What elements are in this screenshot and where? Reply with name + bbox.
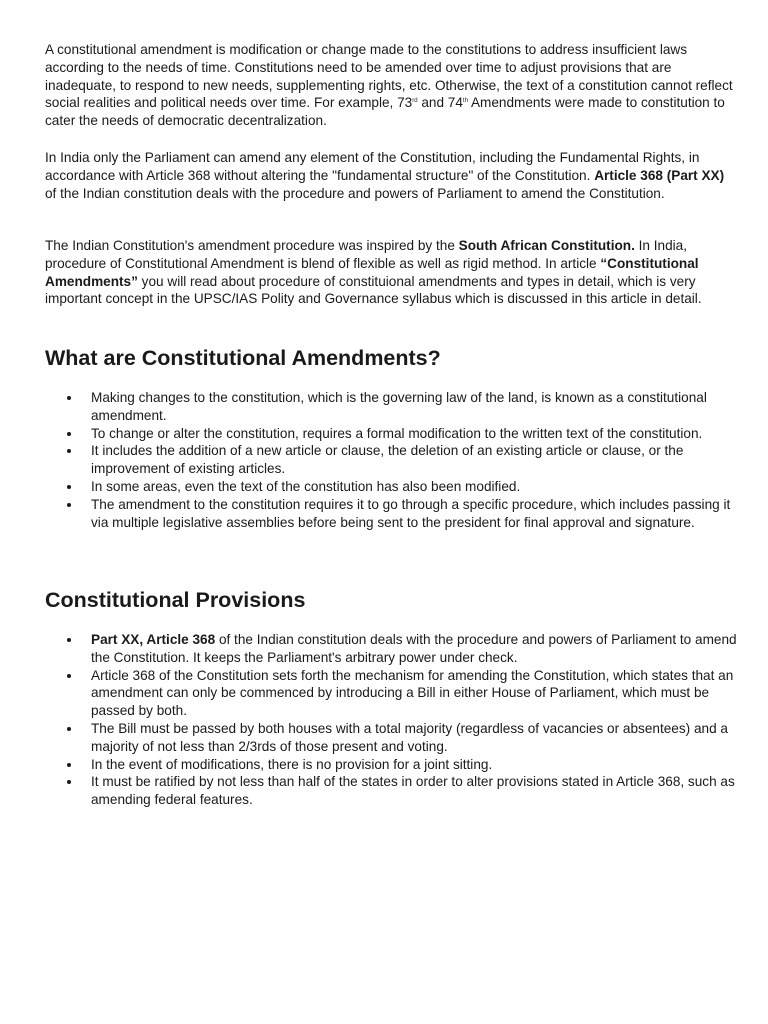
section2-bullet-list: [45, 631, 745, 809]
bullet-bold-part-xx: Part XX, Article 368: [91, 632, 216, 647]
intro-p3-text-b: In India, procedure of Constitutional Amendment is blend of flexible as well as rigid method. In article: [45, 238, 688, 271]
list-item: Article 368 of the Constitution sets forth the mechanism for amending the Constitution, which states that an amendment can only be commenced by introducing a Bill in either House of Parliament, which must be passed by both.: [45, 667, 745, 720]
intro-paragraph-3: [45, 237, 735, 308]
intro-p1-sup-a: rd: [412, 98, 418, 105]
list-item: In some areas, even the text of the constitution has also been modified.: [45, 478, 745, 496]
intro-p1-text-b: and 74: [417, 95, 463, 111]
list-item: Making changes to the constitution, which is the governing law of the land, is known as a constitutional amendment.: [45, 389, 745, 425]
intro-p3-bold-south-african: South African Constitution.: [458, 238, 635, 253]
list-item: In the event of modifications, there is no provision for a joint sitting.: [45, 756, 745, 774]
bullet-text: of the Indian constitution deals with the procedure and powers of Parliament to amend the Constitution. It keeps the Parliament's arbitrary power under check.: [91, 632, 737, 665]
intro-p3-text-a: The Indian Constitution's amendment procedure was inspired by the: [45, 238, 459, 253]
intro-paragraph-1: [45, 41, 735, 130]
intro-p3-bold-article-title: “Constitutional Amendments”: [45, 255, 699, 289]
intro-p1-sup-b: th: [462, 98, 468, 105]
intro-p2-text-a: In India only the Parliament can amend any element of the Constitution, including the Fundamental Rights, in accordance with Article 368 without altering the "fundamental structure" of the Constitution.: [45, 150, 700, 183]
list-item: [45, 631, 745, 667]
list-item: The Bill must be passed by both houses with a total majority (regardless of vacancies or absentees) and a majority of not less than 2/3rds of those present and voting.: [45, 720, 745, 756]
intro-p1-text-a: A constitutional amendment is modification or change made to the constitutions to address insufficient laws according to the needs of time. Constitutions need to be amended over time to adjust provisions that are inadequate, to respond to new needs, supplementing rights, etc. Otherwise, the text of a constitution cannot reflect social realities and political needs over time. For example, 73: [45, 42, 733, 111]
section1-heading: What are Constitutional Amendments?: [45, 346, 441, 370]
intro-p1-text-c: Amendments were made to constitution to cater the needs of democratic decentralization.: [45, 95, 725, 129]
list-item: It must be ratified by not less than half of the states in order to alter provisions stated in Article 368, such as amending federal features.: [45, 773, 745, 809]
section1-bullet-list: [45, 389, 745, 531]
list-item: It includes the addition of a new article or clause, the deletion of an existing article or clause, or the improvement of existing articles.: [45, 442, 745, 478]
list-item: To change or alter the constitution, requires a formal modification to the written text of the constitution.: [45, 425, 745, 443]
intro-paragraph-2: [45, 149, 735, 202]
intro-p3-text-c: you will read about procedure of constituional amendments and types in detail, which is very important concept in the UPSC/IAS Polity and Governance syllabus which is discussed in this article in detail.: [45, 273, 702, 307]
intro-p2-text-b: of the Indian constitution deals with the procedure and powers of Parliament to amend the Constitution.: [45, 185, 665, 201]
intro-p2-bold-article: Article 368 (Part XX): [594, 167, 725, 183]
section2-heading: Constitutional Provisions: [45, 588, 306, 612]
list-item: The amendment to the constitution requires it to go through a specific procedure, which includes passing it via multiple legislative assemblies before being sent to the president for final approval and signature.: [45, 496, 745, 532]
